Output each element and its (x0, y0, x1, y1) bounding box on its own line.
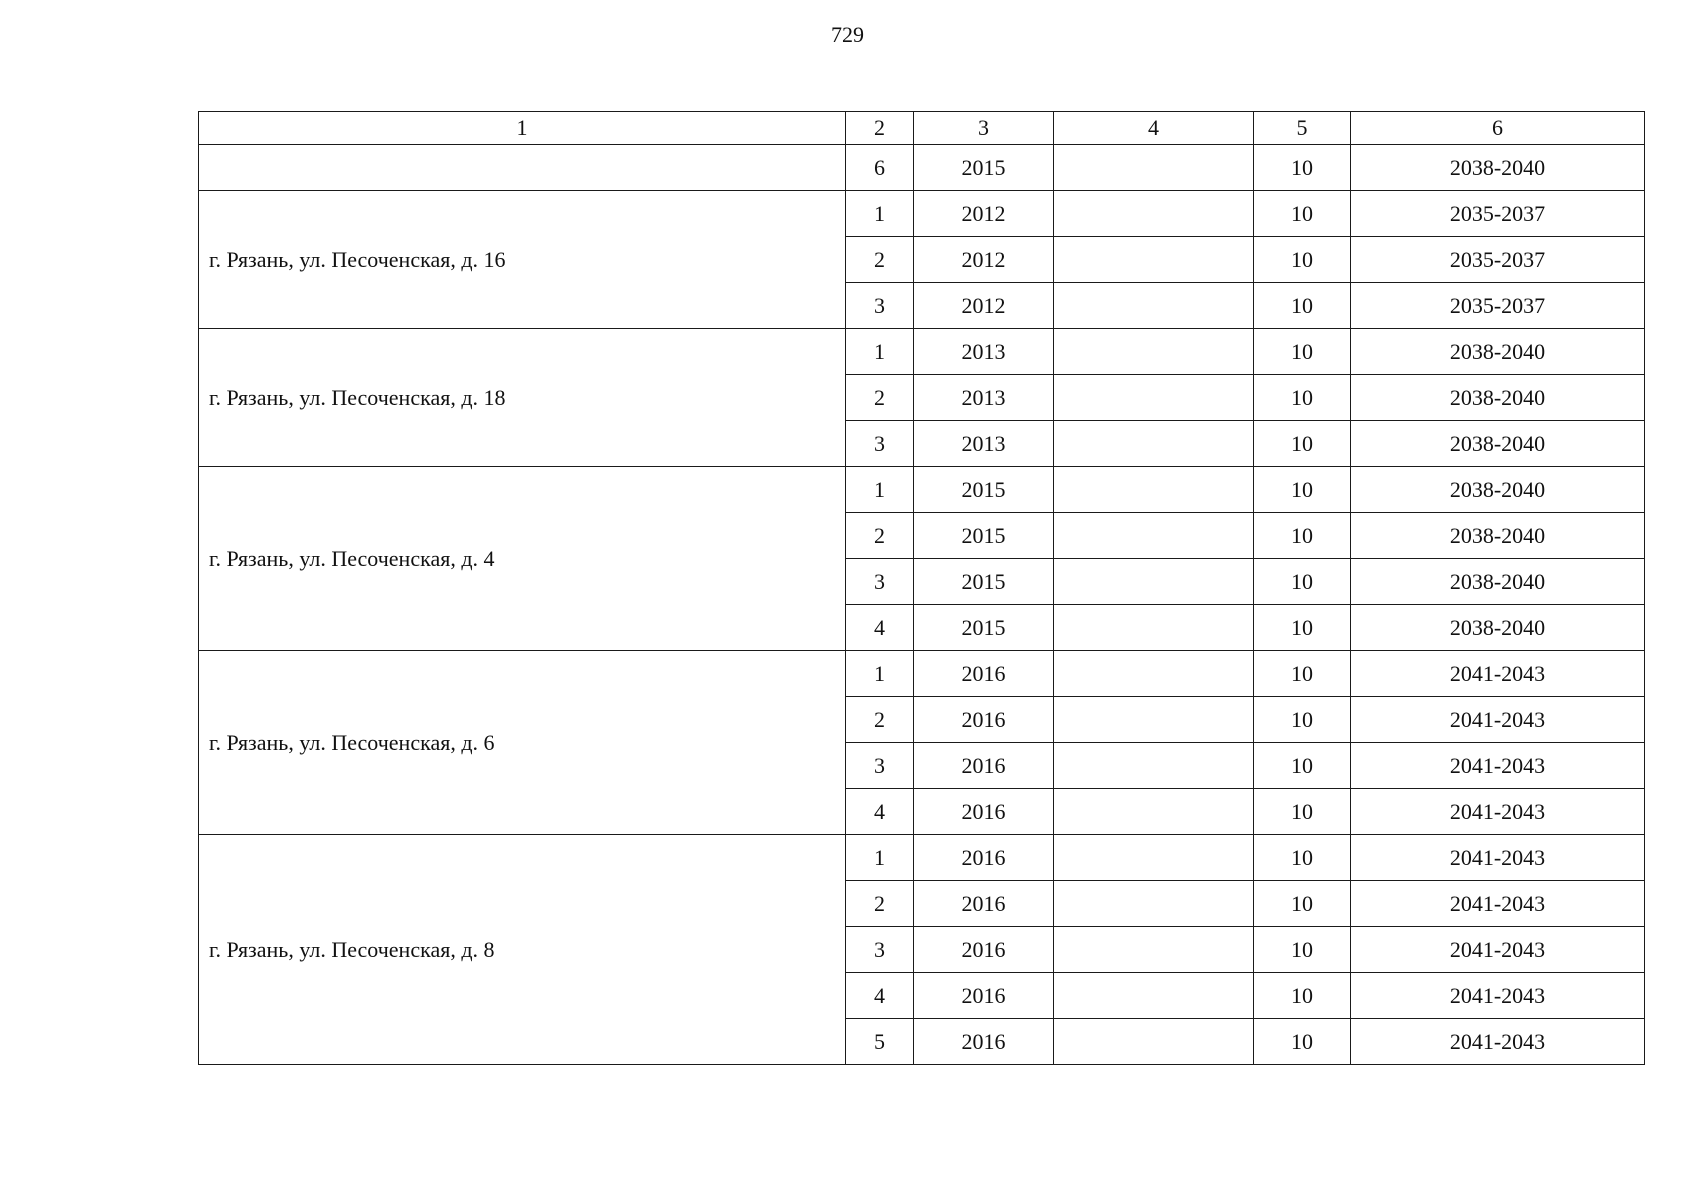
cell-col-6: 2041-2043 (1351, 651, 1645, 697)
cell-col-5: 10 (1254, 743, 1351, 789)
cell-col-4 (1054, 651, 1254, 697)
cell-col-2: 4 (846, 605, 914, 651)
cell-col-3: 2016 (914, 697, 1054, 743)
address-cell: г. Рязань, ул. Песоченская, д. 4 (199, 467, 846, 651)
cell-col-6: 2041-2043 (1351, 789, 1645, 835)
cell-col-2: 2 (846, 375, 914, 421)
cell-col-3: 2015 (914, 559, 1054, 605)
cell-col-2: 1 (846, 329, 914, 375)
cell-col-2: 1 (846, 835, 914, 881)
cell-col-3: 2016 (914, 743, 1054, 789)
cell-col-6: 2038-2040 (1351, 605, 1645, 651)
cell-col-4 (1054, 375, 1254, 421)
cell-col-4 (1054, 881, 1254, 927)
cell-col-5: 10 (1254, 651, 1351, 697)
cell-col-3: 2015 (914, 467, 1054, 513)
cell-col-6: 2041-2043 (1351, 973, 1645, 1019)
table-row (199, 191, 1645, 237)
cell-col-3: 2016 (914, 651, 1054, 697)
cell-col-6: 2038-2040 (1351, 329, 1645, 375)
cell-col-3: 2016 (914, 835, 1054, 881)
header-row (199, 112, 1645, 145)
cell-col-4 (1054, 927, 1254, 973)
cell-col-6: 2038-2040 (1351, 375, 1645, 421)
cell-col-5: 10 (1254, 329, 1351, 375)
cell-col-5: 10 (1254, 467, 1351, 513)
cell-col-2: 3 (846, 559, 914, 605)
cell-col-4 (1054, 421, 1254, 467)
cell-col-2: 2 (846, 513, 914, 559)
cell-col-3: 2016 (914, 973, 1054, 1019)
cell-col-6: 2041-2043 (1351, 835, 1645, 881)
table-row (199, 467, 1645, 513)
cell-col-2: 2 (846, 697, 914, 743)
cell-col-3: 2013 (914, 421, 1054, 467)
cell-col-4 (1054, 145, 1254, 191)
cell-col-4 (1054, 697, 1254, 743)
cell-col-2: 3 (846, 743, 914, 789)
cell-col-6: 2041-2043 (1351, 1019, 1645, 1065)
cell-col-6: 2041-2043 (1351, 697, 1645, 743)
cell-col-5: 10 (1254, 513, 1351, 559)
table-row (199, 835, 1645, 881)
cell-col-5: 10 (1254, 191, 1351, 237)
cell-col-5: 10 (1254, 145, 1351, 191)
cell-col-3: 2016 (914, 789, 1054, 835)
cell-col-6: 2041-2043 (1351, 881, 1645, 927)
cell-col-5: 10 (1254, 237, 1351, 283)
cell-col-3: 2016 (914, 1019, 1054, 1065)
cell-col-3: 2013 (914, 375, 1054, 421)
cell-col-2: 3 (846, 283, 914, 329)
cell-col-2: 1 (846, 651, 914, 697)
cell-col-4 (1054, 559, 1254, 605)
cell-col-6: 2035-2037 (1351, 283, 1645, 329)
cell-col-6: 2038-2040 (1351, 559, 1645, 605)
cell-col-4 (1054, 973, 1254, 1019)
cell-col-5: 10 (1254, 605, 1351, 651)
cell-col-5: 10 (1254, 559, 1351, 605)
data-table (198, 111, 1645, 1065)
cell-col-3: 2016 (914, 927, 1054, 973)
address-cell: г. Рязань, ул. Песоченская, д. 16 (199, 191, 846, 329)
header-cell: 4 (1054, 112, 1254, 145)
cell-col-4 (1054, 1019, 1254, 1065)
cell-col-5: 10 (1254, 697, 1351, 743)
cell-col-2: 4 (846, 789, 914, 835)
cell-col-5: 10 (1254, 835, 1351, 881)
cell-col-2: 3 (846, 927, 914, 973)
cell-col-3: 2015 (914, 605, 1054, 651)
cell-col-5: 10 (1254, 881, 1351, 927)
cell-col-4 (1054, 835, 1254, 881)
cell-col-5: 10 (1254, 375, 1351, 421)
cell-col-6: 2038-2040 (1351, 513, 1645, 559)
cell-col-4 (1054, 191, 1254, 237)
cell-col-3: 2015 (914, 513, 1054, 559)
cell-col-6: 2041-2043 (1351, 927, 1645, 973)
cell-col-4 (1054, 743, 1254, 789)
table-row (199, 145, 1645, 191)
address-cell: г. Рязань, ул. Песоченская, д. 18 (199, 329, 846, 467)
header-cell: 2 (846, 112, 914, 145)
cell-col-6: 2038-2040 (1351, 467, 1645, 513)
cell-col-6: 2038-2040 (1351, 145, 1645, 191)
cell-col-3: 2016 (914, 881, 1054, 927)
page-number: 729 (831, 22, 864, 47)
cell-col-6: 2035-2037 (1351, 191, 1645, 237)
cell-col-4 (1054, 283, 1254, 329)
cell-col-5: 10 (1254, 973, 1351, 1019)
cell-col-6: 2041-2043 (1351, 743, 1645, 789)
table-body (199, 145, 1645, 1065)
header-cell: 1 (199, 112, 846, 145)
cell-col-4 (1054, 513, 1254, 559)
cell-col-3: 2012 (914, 237, 1054, 283)
cell-col-3: 2015 (914, 145, 1054, 191)
table-row (199, 329, 1645, 375)
cell-col-2: 1 (846, 191, 914, 237)
cell-col-3: 2013 (914, 329, 1054, 375)
header-cell: 3 (914, 112, 1054, 145)
cell-col-4 (1054, 789, 1254, 835)
cell-col-2: 2 (846, 237, 914, 283)
cell-col-2: 2 (846, 881, 914, 927)
header-cell: 5 (1254, 112, 1351, 145)
cell-col-6: 2038-2040 (1351, 421, 1645, 467)
cell-col-2: 3 (846, 421, 914, 467)
address-cell: г. Рязань, ул. Песоченская, д. 8 (199, 835, 846, 1065)
cell-col-2: 6 (846, 145, 914, 191)
cell-col-5: 10 (1254, 789, 1351, 835)
cell-col-2: 1 (846, 467, 914, 513)
cell-col-3: 2012 (914, 191, 1054, 237)
table-row (199, 651, 1645, 697)
header-cell: 6 (1351, 112, 1645, 145)
cell-col-5: 10 (1254, 421, 1351, 467)
address-cell (199, 145, 846, 191)
cell-col-4 (1054, 467, 1254, 513)
cell-col-3: 2012 (914, 283, 1054, 329)
cell-col-6: 2035-2037 (1351, 237, 1645, 283)
cell-col-2: 4 (846, 973, 914, 1019)
cell-col-2: 5 (846, 1019, 914, 1065)
address-cell: г. Рязань, ул. Песоченская, д. 6 (199, 651, 846, 835)
cell-col-5: 10 (1254, 1019, 1351, 1065)
cell-col-5: 10 (1254, 927, 1351, 973)
cell-col-4 (1054, 605, 1254, 651)
cell-col-4 (1054, 329, 1254, 375)
cell-col-5: 10 (1254, 283, 1351, 329)
cell-col-4 (1054, 237, 1254, 283)
